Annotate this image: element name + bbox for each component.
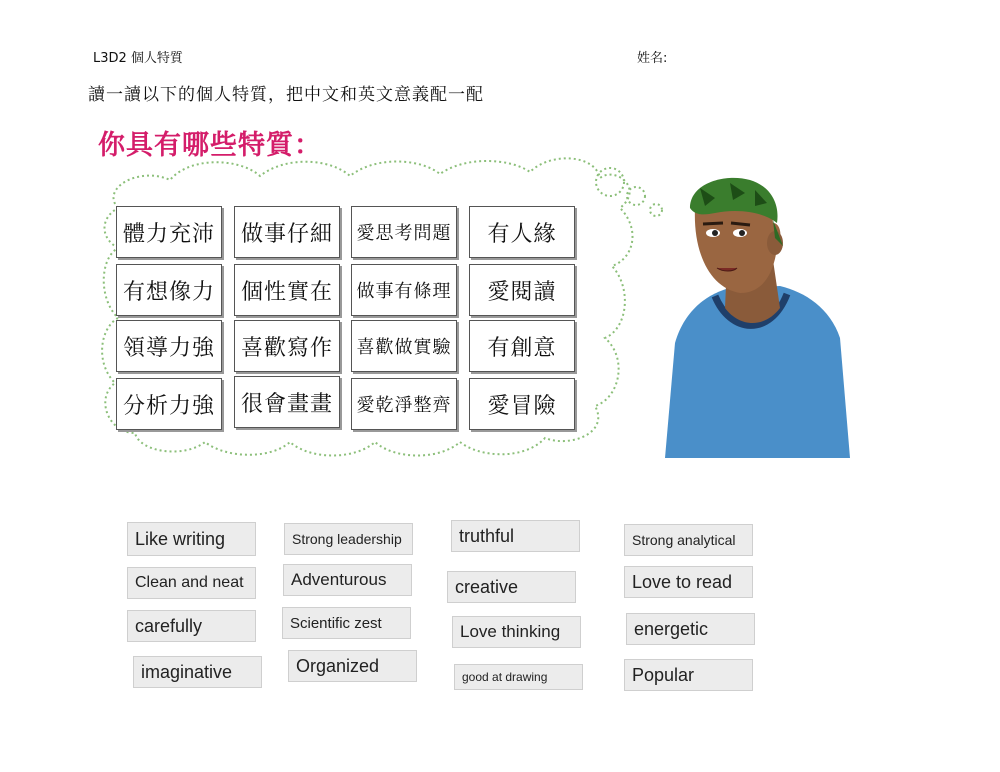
english-trait-card[interactable]: energetic bbox=[626, 613, 755, 645]
section-title: 你具有哪些特質： bbox=[98, 130, 322, 161]
chinese-trait-card: 有創意 bbox=[469, 320, 575, 372]
english-trait-card[interactable]: imaginative bbox=[133, 656, 262, 688]
chinese-trait-card: 愛思考問題 bbox=[351, 206, 457, 258]
english-trait-card[interactable]: Strong analytical bbox=[624, 524, 753, 556]
english-trait-card[interactable]: creative bbox=[447, 571, 576, 603]
person-illustration bbox=[655, 168, 855, 458]
chinese-trait-card: 有人緣 bbox=[469, 206, 575, 258]
chinese-trait-card: 做事有條理 bbox=[351, 264, 457, 316]
english-trait-card[interactable]: Strong leadership bbox=[284, 523, 413, 555]
chinese-trait-card: 有想像力 bbox=[116, 264, 222, 316]
chinese-trait-card: 分析力強 bbox=[116, 378, 222, 430]
instruction-text: 讀一讀以下的個人特質，把中文和英文意義配一配 bbox=[88, 85, 484, 105]
english-trait-card[interactable]: Love thinking bbox=[452, 616, 581, 648]
english-trait-card[interactable]: Love to read bbox=[624, 566, 753, 598]
chinese-trait-card: 喜歡寫作 bbox=[234, 320, 340, 372]
name-label: 姓名: bbox=[637, 51, 668, 66]
english-trait-card[interactable]: carefully bbox=[127, 610, 256, 642]
chinese-trait-card: 愛閱讀 bbox=[469, 264, 575, 316]
english-trait-card[interactable]: Like writing bbox=[127, 522, 256, 556]
english-trait-card[interactable]: Adventurous bbox=[283, 564, 412, 596]
english-trait-card[interactable]: Organized bbox=[288, 650, 417, 682]
chinese-trait-card: 領導力強 bbox=[116, 320, 222, 372]
english-trait-card[interactable]: Popular bbox=[624, 659, 753, 691]
english-trait-card[interactable]: good at drawing bbox=[454, 664, 583, 690]
english-trait-card[interactable]: Clean and neat bbox=[127, 567, 256, 599]
english-trait-card[interactable]: Scientific zest bbox=[282, 607, 411, 639]
chinese-trait-card: 喜歡做實驗 bbox=[351, 320, 457, 372]
chinese-trait-card: 愛冒險 bbox=[469, 378, 575, 430]
chinese-trait-card: 愛乾淨整齊 bbox=[351, 378, 457, 430]
english-trait-card[interactable]: truthful bbox=[451, 520, 580, 552]
chinese-trait-card: 體力充沛 bbox=[116, 206, 222, 258]
chinese-trait-card: 很會畫畫 bbox=[234, 376, 340, 428]
worksheet-code: L3D2 個人特質 bbox=[93, 51, 183, 66]
chinese-trait-card: 個性實在 bbox=[234, 264, 340, 316]
chinese-trait-card: 做事仔細 bbox=[234, 206, 340, 258]
